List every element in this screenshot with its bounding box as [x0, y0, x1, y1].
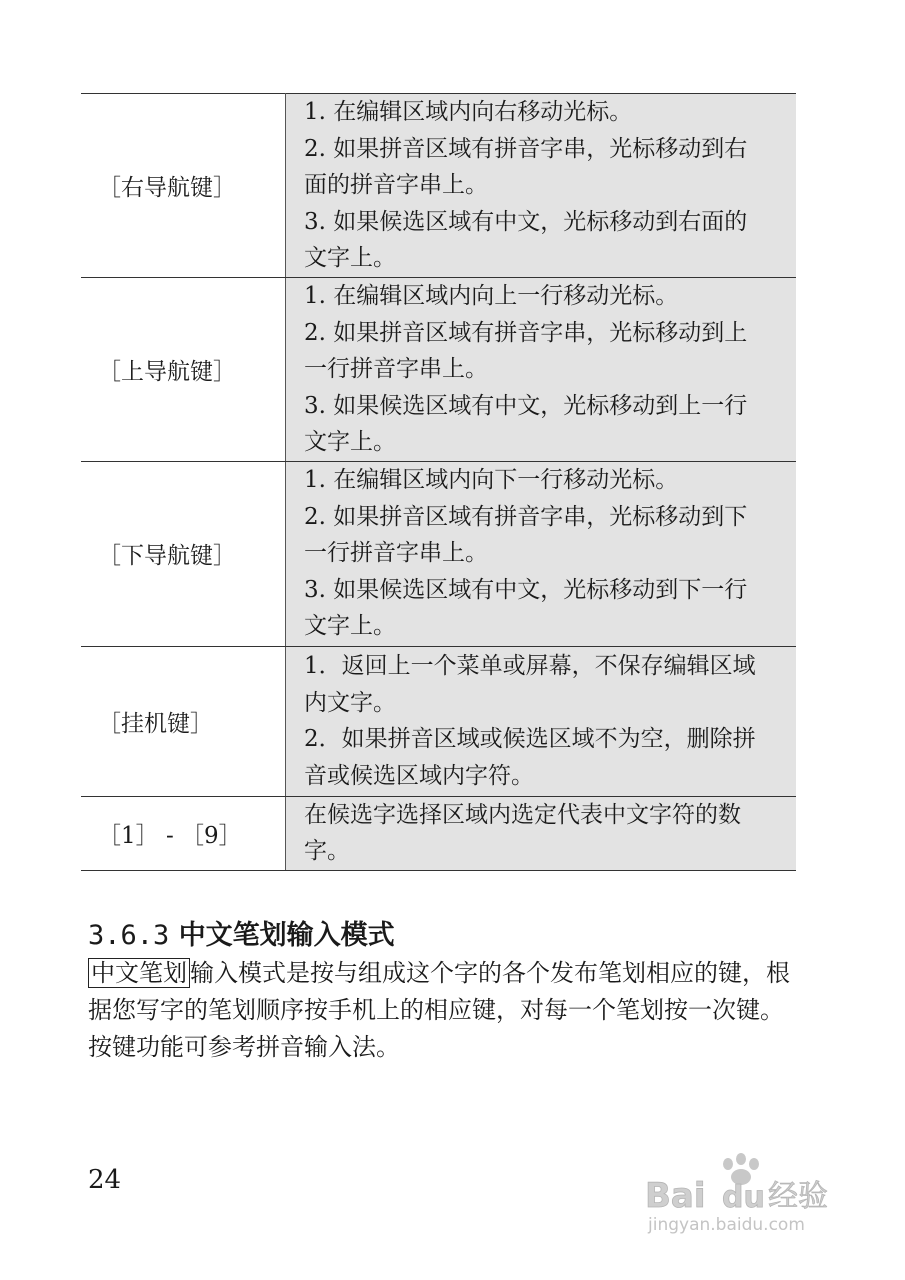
paragraph-text: 输入模式是按与组成这个字的各个发布笔划相应的键，根据您写字的笔划顺序按手机上的相应键，对每一个笔划按一次键。按键功能可参考拼音输入法。	[88, 959, 790, 1061]
description-line: 内文字。	[304, 689, 396, 716]
description-line: 2. 如果拼音区域有拼音字串，光标移动到右	[304, 135, 748, 162]
description-line: 一行拼音字串上。	[304, 356, 488, 382]
description-line: 字。	[304, 838, 350, 864]
description-line: 3. 如果候选区域有中文，光标移动到上一行	[304, 392, 748, 419]
key-description-cell	[286, 796, 797, 870]
table-row-up-nav-key	[81, 278, 796, 462]
key-name-cell: ［1］ - ［9］	[81, 796, 286, 870]
description-line: 音或候选区域内字符。	[304, 762, 534, 789]
watermark-url: jingyan.baidu.com	[648, 1215, 805, 1235]
description-line: 2．如果拼音区域或候选区域不为空，删除拼	[304, 726, 756, 752]
section-heading	[88, 913, 395, 952]
baidu-jingyan-watermark	[640, 1150, 855, 1235]
key-function-table	[81, 93, 796, 871]
description-line: 文字上。	[304, 429, 396, 455]
boxed-term: 中文笔划	[88, 958, 190, 988]
table-row-number-keys	[81, 796, 796, 870]
description-line: 3. 如果候选区域有中文，光标移动到右面的	[304, 208, 748, 235]
key-description-cell	[286, 94, 797, 278]
description-line: 1. 在编辑区域内向上一行移动光标。	[304, 283, 679, 309]
watermark-product: 经验	[768, 1179, 828, 1214]
description-line: 3. 如果候选区域有中文，光标移动到下一行	[304, 576, 748, 603]
description-line: 1. 在编辑区域内向下一行移动光标。	[304, 467, 679, 494]
key-description-cell	[286, 646, 797, 796]
description-line: 面的拼音字串上。	[304, 172, 488, 199]
page-number: 24	[88, 1165, 122, 1195]
key-name-cell: ［下导航键］	[81, 461, 286, 646]
watermark-brand: Bai	[645, 1176, 706, 1216]
description-line: 文字上。	[304, 245, 396, 272]
description-line: 1. 在编辑区域内向右移动光标。	[304, 99, 633, 126]
key-description-cell	[286, 278, 797, 462]
body-paragraph	[88, 955, 800, 1066]
table-row-down-nav-key	[81, 461, 796, 646]
description-line: 2. 如果拼音区域有拼音字串，光标移动到下	[304, 503, 748, 530]
table-row-end-call-key	[81, 646, 796, 796]
section-title: 中文笔划输入模式	[178, 920, 395, 951]
description-line: 一行拼音字串上。	[304, 540, 488, 567]
watermark-brand-tail: du	[722, 1180, 765, 1215]
description-line: 文字上。	[304, 613, 396, 640]
key-description-cell	[286, 461, 797, 646]
section-number: 3.6.3	[88, 920, 170, 951]
key-name-cell: ［挂机键］	[81, 646, 286, 796]
key-name-cell: ［右导航键］	[81, 94, 286, 278]
table-row-right-nav-key	[81, 94, 796, 278]
description-line: 1．返回上一个菜单或屏幕，不保存编辑区域	[304, 653, 756, 679]
description-line: 在候选字选择区域内选定代表中文字符的数	[304, 801, 741, 828]
key-name-cell: ［上导航键］	[81, 278, 286, 462]
description-line: 2. 如果拼音区域有拼音字串，光标移动到上	[304, 319, 748, 346]
